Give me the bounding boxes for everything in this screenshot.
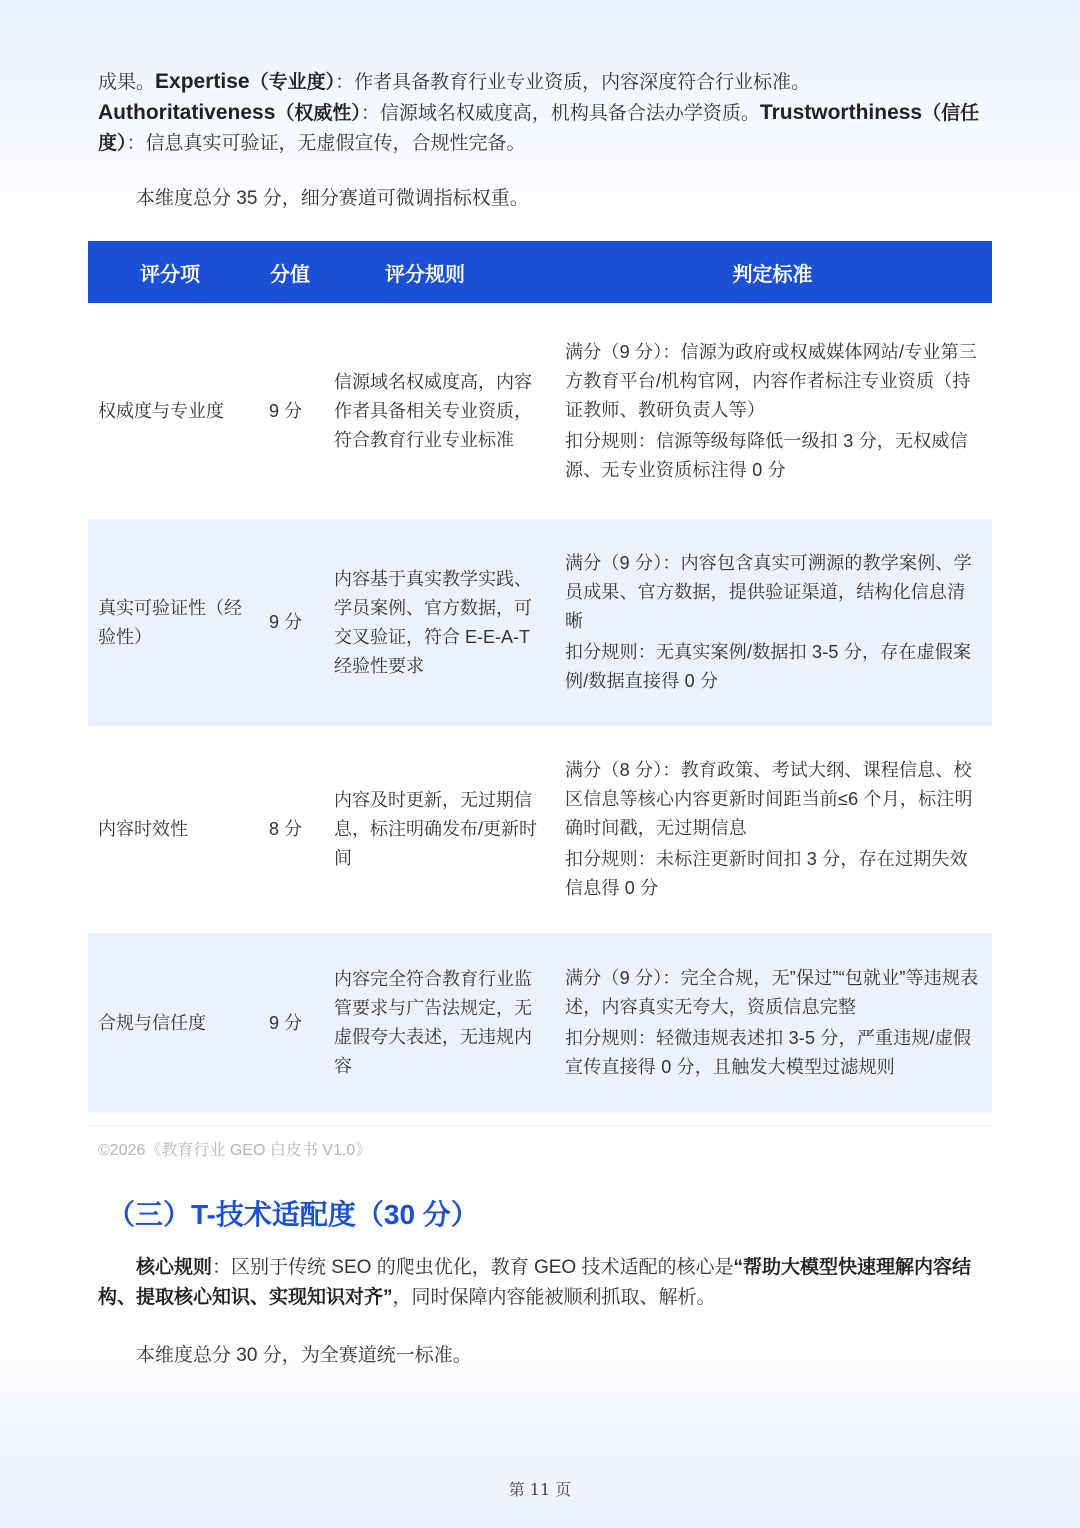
table-row bbox=[88, 933, 992, 1113]
cell-item: 内容时效性 bbox=[98, 819, 188, 839]
cell-rule: 内容及时更新，无过期信息，标注明确发布/更新时间 bbox=[334, 790, 537, 868]
cell-score: 8 分 bbox=[269, 819, 303, 839]
text-run: 成果。 bbox=[98, 72, 156, 93]
header-rule: 评分规则 bbox=[324, 241, 553, 303]
intro-paragraph bbox=[98, 67, 982, 159]
criteria-deduct: 扣分规则：未标注更新时间扣 3 分，存在过期失效信息得 0 分 bbox=[565, 849, 968, 898]
criteria-full: 满分（8 分）：教育政策、考试大纲、课程信息、校区信息等核心内容更新时间距当前≤6 个月，标注明确时间戳，无过期信息 bbox=[565, 760, 973, 838]
text-run: ：区别于传统 SEO 的爬虫优化，教育 GEO 技术适配的核心是 bbox=[212, 1257, 734, 1278]
table-row bbox=[88, 519, 992, 726]
cell-item: 真实可验证性（经验性） bbox=[88, 519, 258, 726]
text-run: ：作者具备教育行业专业资质，内容深度符合行业标准。 bbox=[335, 72, 811, 93]
cell-item: 权威度与专业度 bbox=[98, 400, 224, 421]
criteria-full: 满分（9 分）：内容包含真实可溯源的教学案例、学员成果、官方数据，提供验证渠道，结构化信息清晰 bbox=[565, 553, 972, 631]
core-rule-emphasis: “帮助大模型快速理解内容结构、提取核心知识、实现知识对齐” bbox=[98, 1257, 972, 1308]
page-number: 第 11 页 bbox=[508, 1480, 572, 1499]
term-authoritativeness: Authoritativeness bbox=[98, 101, 276, 124]
cell-criteria bbox=[553, 519, 992, 726]
core-rule-paragraph bbox=[98, 1253, 982, 1313]
divider bbox=[88, 1125, 992, 1126]
text-run: ：信息真实可验证，无虚假宣传，合规性完备。 bbox=[126, 133, 526, 154]
table-row bbox=[88, 303, 992, 519]
criteria-deduct: 扣分规则：轻微违规表述扣 3-5 分，严重违规/虚假宣传直接得 0 分，且触发大模型过滤规则 bbox=[565, 1028, 972, 1077]
cell-item: 合规与信任度 bbox=[88, 933, 258, 1113]
cell-criteria bbox=[553, 933, 992, 1113]
core-rule-label: 核心规则 bbox=[136, 1257, 213, 1278]
cell-criteria bbox=[553, 303, 992, 519]
cell-score: 9 分 bbox=[258, 519, 324, 726]
header-item: 评分项 bbox=[88, 241, 258, 303]
cell-rule: 信源域名权威度高，内容作者具备相关专业资质，符合教育行业专业标准 bbox=[334, 371, 532, 450]
term-expertise: Expertise bbox=[155, 70, 250, 93]
criteria-full: 满分（9 分）：完全合规，无”保过”“包就业”等违规表述，内容真实无夸大，资质信息完整 bbox=[565, 968, 979, 1017]
criteria-deduct: 扣分规则：无真实案例/数据扣 3-5 分，存在虚假案例/数据直接得 0 分 bbox=[565, 642, 972, 691]
cell-rule: 内容基于真实教学实践、学员案例、官方数据，可交叉验证，符合 E-E-A-T 经验性要求 bbox=[324, 519, 553, 726]
criteria-full: 满分（9 分）：信源为政府或权威媒体网站/专业第三方教育平台/机构官网，内容作者标注专业资质（持证教师、教研负责人等） bbox=[565, 341, 978, 420]
cell-score: 9 分 bbox=[269, 400, 303, 421]
header-score: 分值 bbox=[258, 241, 324, 303]
text-run: ，同时保障内容能被顺利抓取、解析。 bbox=[392, 1287, 716, 1308]
term-label: （专业度） bbox=[249, 72, 336, 93]
copyright-notice: ©2026《教育行业 GEO 白皮书 V1.0》 bbox=[98, 1142, 372, 1159]
term-label: （权威性） bbox=[275, 103, 361, 124]
scoring-table bbox=[88, 241, 992, 1113]
header-criteria: 判定标准 bbox=[553, 241, 992, 303]
table-row bbox=[88, 726, 992, 933]
cell-criteria bbox=[553, 726, 992, 933]
criteria-deduct: 扣分规则：信源等级每降低一级扣 3 分，无权威信源、无专业资质标注得 0 分 bbox=[565, 430, 968, 480]
section-title: （三）T-技术适配度（30 分） bbox=[107, 1199, 479, 1230]
text-run: ：信源域名权威度高，机构具备合法办学资质。 bbox=[360, 103, 760, 124]
table-header-row bbox=[88, 241, 992, 303]
term-label: （信任度） bbox=[98, 103, 980, 154]
section-score-note: 本维度总分 30 分，为全赛道统一标准。 bbox=[136, 1345, 472, 1366]
cell-rule: 内容完全符合教育行业监管要求与广告法规定，无虚假夸大表述，无违规内容 bbox=[324, 933, 553, 1113]
cell-score: 9 分 bbox=[258, 933, 324, 1113]
term-trustworthiness: Trustworthiness bbox=[759, 101, 923, 124]
dimension-score-note: 本维度总分 35 分，细分赛道可微调指标权重。 bbox=[136, 188, 529, 209]
